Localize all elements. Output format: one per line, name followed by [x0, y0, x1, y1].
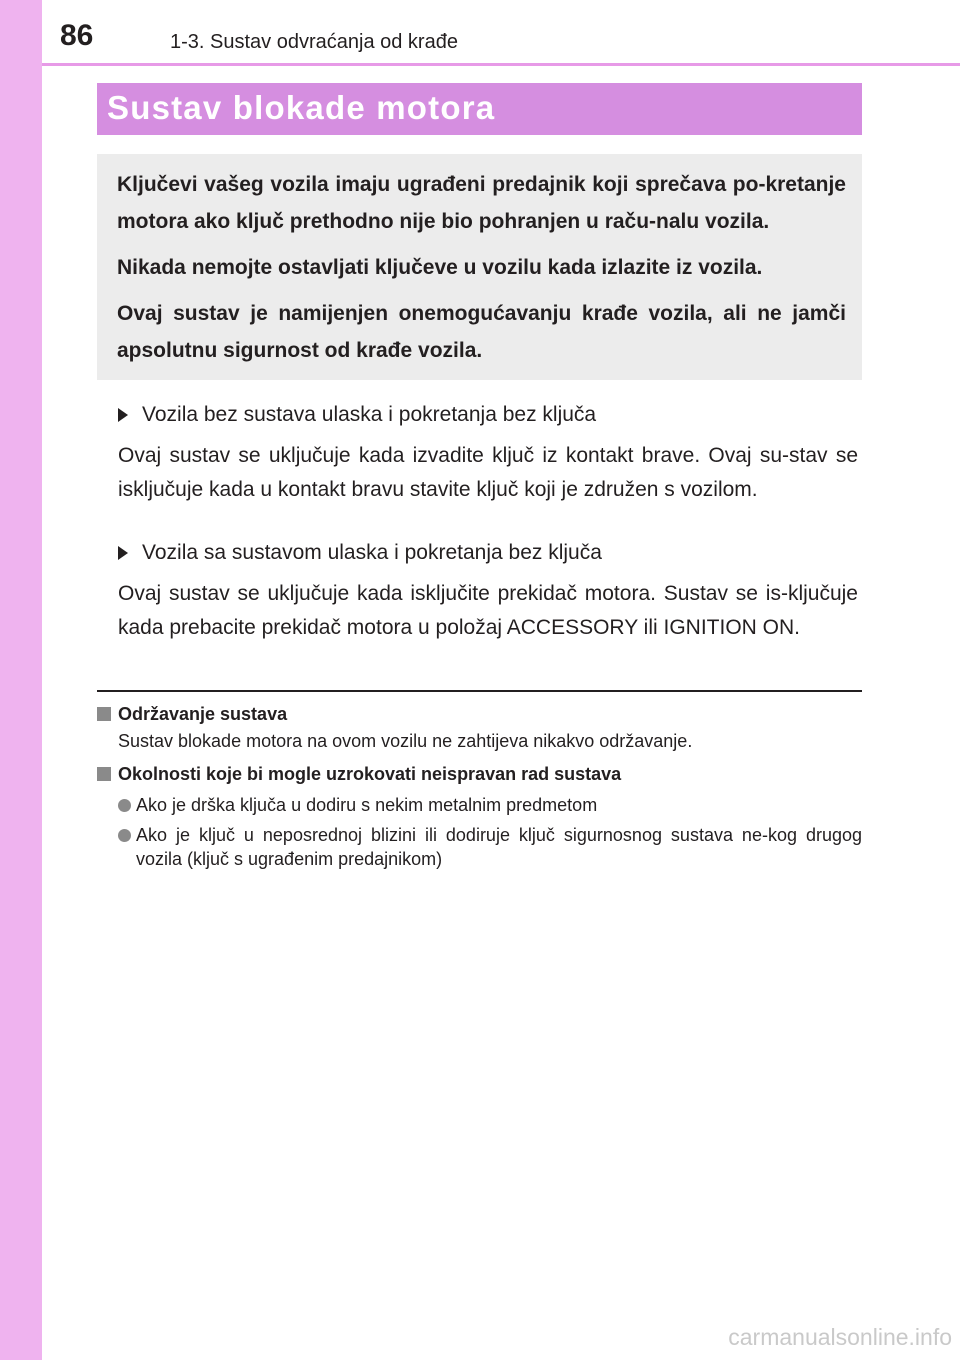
section-title: Sustav blokade motora [107, 89, 496, 126]
sub-heading-text: Vozila sa sustavom ulaska i pokretanja bez ključa [142, 541, 602, 564]
divider [97, 690, 862, 692]
side-strip [0, 0, 42, 1360]
header-rule [42, 63, 960, 66]
watermark: carmanualsonline.info [728, 1324, 952, 1350]
chapter-title: 1-3. Sustav odvraćanja od krađe [170, 31, 458, 53]
note-heading [97, 762, 862, 786]
note-maintenance [97, 702, 862, 753]
sub-heading [118, 400, 858, 430]
section-no-smart-key [118, 400, 858, 507]
note-heading-text: Održavanje sustava [118, 704, 288, 724]
note-heading-text: Okolnosti koje bi mogle uzrokovati neispravan rad sustava [118, 764, 622, 784]
intro-paragraph: Ovaj sustav je namijenjen onemogućavanju krađe vozila, ali ne jamči apsolutnu sigurnost od krađe vozila. [117, 302, 846, 362]
arrow-right-icon [118, 408, 128, 422]
intro-box [97, 154, 862, 380]
page-number: 86 [60, 19, 94, 52]
section-text: Ovaj sustav se uključuje kada isključite prekidač motora. Sustav se is-ključuje kada prebacite prekidač motora u položaj ACCESSORY ili IGNITION ON. [118, 582, 858, 639]
intro-paragraph: Nikada nemojte ostavljati ključeve u vozilu kada izlazite iz vozila. [117, 256, 763, 279]
note-malfunction [97, 762, 862, 871]
square-bullet-icon [97, 767, 111, 781]
bullet-text: Ako je drška ključa u dodiru s nekim metalnim predmetom [136, 795, 598, 815]
bullet-item [97, 823, 862, 871]
round-bullet-icon [118, 829, 131, 842]
sub-heading-text: Vozila bez sustava ulaska i pokretanja bez ključa [142, 403, 597, 426]
section-text: Ovaj sustav se uključuje kada izvadite ključ iz kontakt brave. Ovaj su-stav se isključuje kada u kontakt bravu stavite ključ koji je združen s vozilom. [118, 444, 858, 501]
bullet-text: Ako je ključ u neposrednoj blizini ili dodiruje ključ sigurnosnog sustava ne-kog drugog vozila (ključ s ugrađenim predajnikom) [136, 825, 862, 869]
intro-paragraph: Ključevi vašeg vozila imaju ugrađeni predajnik koji sprečava po-kretanje motora ako ključ prethodno nije bio pohranjen u raču-nalu vozila. [117, 173, 846, 233]
note-text: Sustav blokade motora na ovom vozilu ne zahtijeva nikakvo održavanje. [118, 731, 693, 751]
round-bullet-icon [118, 799, 131, 812]
section-title-bar [97, 83, 862, 135]
square-bullet-icon [97, 707, 111, 721]
bullet-item [97, 793, 862, 817]
section-smart-key [118, 538, 858, 645]
note-heading [97, 702, 862, 726]
sub-heading [118, 538, 858, 568]
arrow-right-icon [118, 546, 128, 560]
